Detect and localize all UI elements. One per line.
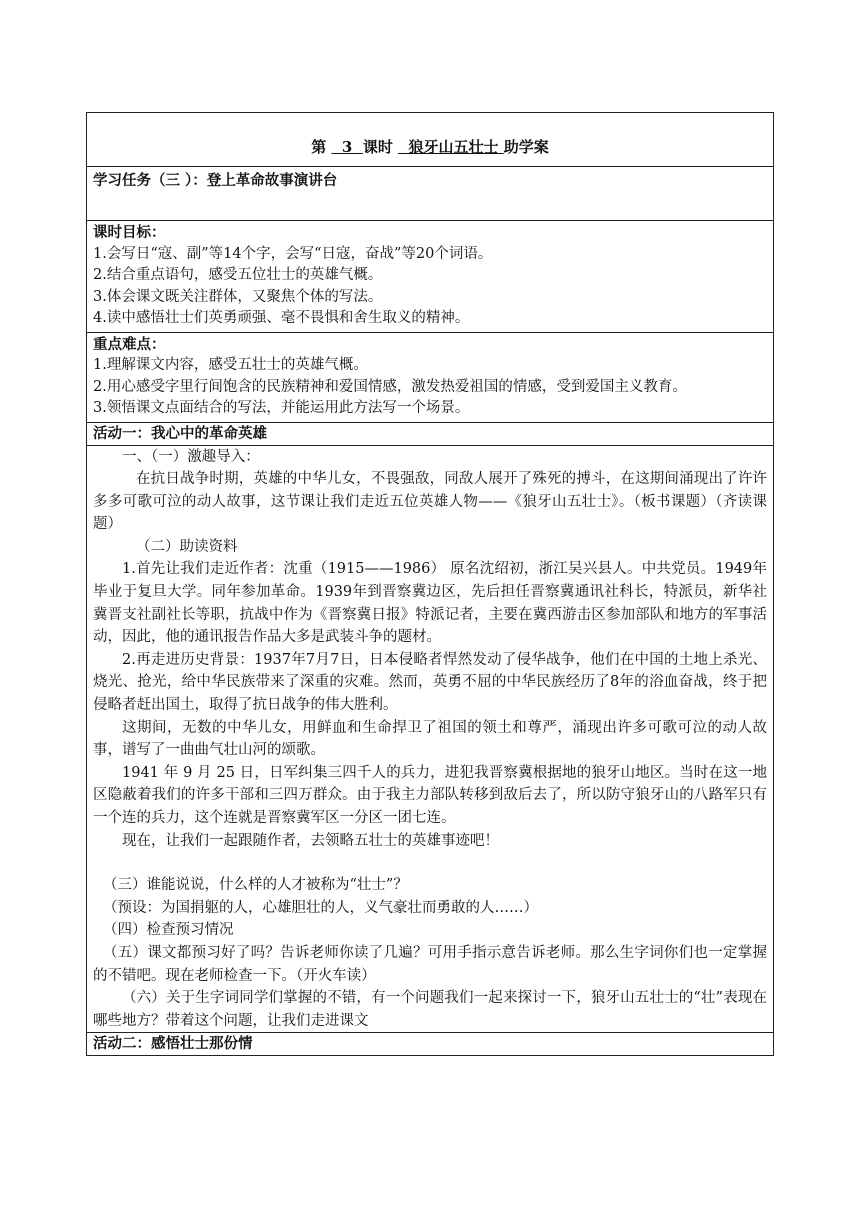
learning-task: 学习任务（三 ）：登上革命故事演讲台 xyxy=(93,172,338,189)
title-prefix: 第 xyxy=(311,138,327,156)
lesson-plan-table xyxy=(86,112,774,1056)
paragraph: （三）谁能说说，什么样的人才被称为“壮士”？ xyxy=(103,877,408,894)
paragraph: （五）课文都预习好了吗？告诉老师你读了几遍？可用手指示意告诉老师。那么生字词你们也一定掌握的不错吧。现在老师检查一下。（开火车读） xyxy=(93,944,767,984)
activity2-heading-row xyxy=(87,1033,773,1055)
lesson-name: 狼牙山五壮士 xyxy=(398,138,504,156)
goal-item: 3.体会课文既关注群体，又聚焦个体的写法。 xyxy=(93,288,383,305)
activity1-heading-row xyxy=(87,423,773,446)
goals-heading: 课时目标： xyxy=(93,224,166,241)
paragraph: 现在，让我们一起跟随作者，去领略五壮士的英雄事迹吧！ xyxy=(122,832,499,849)
paragraph: 1.首先让我们走近作者：沈重（1915——1986） 原名沈绍初，浙江吴兴县人。中共党员。1949年毕业于复旦大学。同年参加革命。1939年到晋察冀边区，先后担任晋察冀通讯社科长，特派员，新华社冀晋支社副社长等职，抗战中作为《晋察冀日报》特派记者，主要在冀西游击区参加部队和地方的军事活动，因此，他的通讯报告作品大多是武装斗争的题材。 xyxy=(93,561,767,646)
goal-item: 1.会写日“寇、副”等14个字，会写“日寇，奋战”等20个词语。 xyxy=(93,245,493,262)
difficulty-item: 2.用心感受字里行间饱含的民族精神和爱国情感，激发热爱祖国的情感，受到爱国主义教育。 xyxy=(93,378,687,395)
paragraph: （四）检查预习情况 xyxy=(103,922,234,939)
paragraph: 这期间，无数的中华儿女，用鲜血和生命捍卫了祖国的领土和尊严，涌现出许多可歌可泣的动人故事，谱写了一曲曲气壮山河的颂歌。 xyxy=(93,719,767,759)
paragraph: （预设：为国捐躯的人，心雄胆壮的人，义气豪壮而勇敢的人……） xyxy=(103,899,538,916)
difficulties-section xyxy=(87,333,773,423)
lesson-title-row xyxy=(87,113,773,167)
paragraph: （六）关于生字词同学们掌握的不错，有一个问题我们一起来探讨一下，狼牙山五壮士的“壮”表现在哪些地方？带着这个问题，让我们走进课文 xyxy=(93,990,767,1029)
activity1-body xyxy=(87,446,773,1034)
paragraph: 一、（一）激趣导入： xyxy=(122,448,260,465)
goals-section xyxy=(87,221,773,333)
difficulties-heading: 重点难点： xyxy=(93,335,166,353)
paragraph: 2.再走进历史背景：1937年7月7日，日本侵略者悍然发动了侵华战争，他们在中国的土地上杀光、烧光、抢光，给中华民族带来了深重的灾难。然而，英勇不屈的中华民族经历了8年的浴血奋战，终于把侵略者赶出国土，取得了抗日战争的伟大胜利。 xyxy=(93,651,767,714)
paragraph: 在抗日战争时期，英雄的中华儿女，不畏强敌，同敌人展开了殊死的搏斗，在这期间涌现出了许许多多可歌可泣的动人故事，这节课让我们走近五位英雄人物——《狼牙山五壮士》。（板书课题）（齐读课题） xyxy=(93,471,767,533)
lesson-number: 3 xyxy=(331,137,363,156)
goal-item: 2.结合重点语句，感受五位壮士的英雄气概。 xyxy=(93,267,383,283)
goal-item: 4.读中感悟壮士们英勇顽强、毫不畏惧和舍生取义的精神。 xyxy=(93,310,470,326)
activity2-heading: 活动二：感悟壮士那份情 xyxy=(93,1035,253,1053)
paragraph: 1941 年 9 月 25 日，日军纠集三四千人的兵力，进犯我晋察冀根据地的狼牙山地区。当时在这一地区隐蔽着我们的许多干部和三四万群众。由于我主力部队转移到敌后去了，所以防守狼牙山的八路军只有一个连的兵力，这个连就是晋察冀军区一分区一团七连。 xyxy=(93,764,767,826)
title-period: 课时 xyxy=(362,138,393,156)
learning-task-row xyxy=(87,167,773,221)
paragraph: （二）助读资料 xyxy=(136,538,238,555)
title-suffix: 助学案 xyxy=(503,138,549,156)
difficulty-item: 1.理解课文内容，感受五壮士的英雄气概。 xyxy=(93,357,368,373)
activity1-heading: 活动一：我心中的革命英雄 xyxy=(93,424,267,442)
difficulty-item: 3.领悟课文点面结合的写法，并能运用此方法写一个场景。 xyxy=(93,400,470,416)
